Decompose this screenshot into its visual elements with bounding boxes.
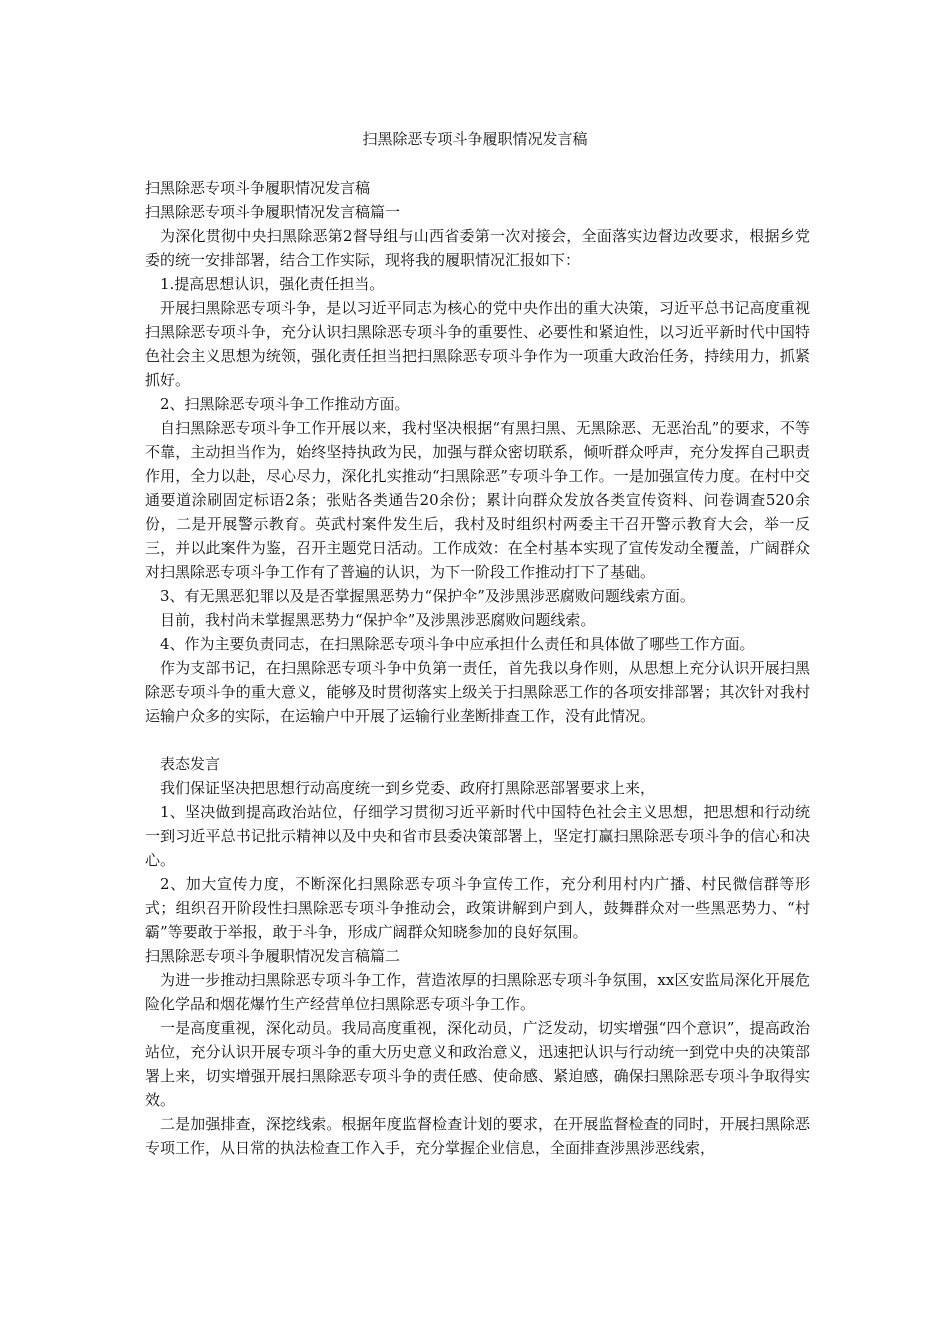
paragraph [145, 728, 810, 752]
paragraph: 1、坚决做到提高政治站位，仔细学习贯彻习近平新时代中国特色社会主义思想，把思想和行动统一到习近平总书记批示精神以及中央和省市县委决策部署上，坚定打赢扫黑除恶专项斗争的信心和决心。 [145, 803, 810, 869]
paragraph: 2、扫黑除恶专项斗争工作推动方面。 [160, 395, 410, 413]
paragraph: 为深化贯彻中央扫黑除恶第2督导组与山西省委第一次对接会，全面落实边督边改要求，根据乡党委的统一安排部署，结合工作实际，现将我的履职情况汇报如下： [145, 227, 810, 269]
paragraph: 目前，我村尚未掌握黑恶势力“保护伞”及涉黑涉恶腐败问题线索。 [160, 611, 596, 629]
paragraph: 我们保证坚决把思想行动高度统一到乡党委、政府打黑除恶部署要求上来， [160, 779, 656, 797]
paragraph: 自扫黑除恶专项斗争工作开展以来，我村坚决根据“有黑扫黑、无黑除恶、无恶治乱”的要求，不等不靠，主动担当作为，始终坚持执政为民，加强与群众密切联系，倾听群众呼声，充分发挥自己职责作用，全力以赴，尽心尽力，深化扎实推动“扫黑除恶”专项斗争工作。一是加强宣传力度。在村中交通要道涂刷固定标语2条；张贴各类通告20余份；累计向群众发放各类宣传资料、问卷调查520余份，二是开展警示教育。英武村案件发生后，我村及时组织村两委主干召开警示教育大会，举一反三，并以此案件为鉴，召开主题党日活动。工作成效：在全村基本实现了宣传发动全覆盖，广阔群众对扫黑除恶专项斗争工作有了普遍的认识，为下一阶段工作推动打下了基础。 [145, 419, 810, 581]
paragraph: 二是加强排查，深挖线索。根据年度监督检查计划的要求，在开展监督检查的同时，开展扫黑除恶专项工作，从日常的执法检查工作入手，充分掌握企业信息，全面排查涉黑涉恶线索， [145, 1115, 810, 1157]
document-body [145, 176, 810, 1160]
paragraph: 作为支部书记，在扫黑除恶专项斗争中负第一责任，首先我以身作则，从思想上充分认识开展扫黑除恶专项斗争的重大意义，能够及时贯彻落实上级关于扫黑除恶工作的各项安排部署；其次针对我村运输户众多的实际，在运输户中开展了运输行业垄断排查工作，没有此情况。 [145, 659, 810, 725]
paragraph: 一是高度重视，深化动员。我局高度重视，深化动员，广泛发动，切实增强“四个意识”，提高政治站位，充分认识开展专项斗争的重大历史意义和政治意义，迅速把认识与行动统一到党中央的决策部署上来，切实增强开展扫黑除恶专项斗争的责任感、使命感、紧迫感，确保扫黑除恶专项斗争取得实效。 [145, 1019, 810, 1109]
paragraph: 扫黑除恶专项斗争履职情况发言稿篇二 [145, 947, 401, 965]
paragraph: 1.提高思想认识，强化责任担当。 [160, 275, 385, 293]
paragraph: 3、有无黑恶犯罪以及是否掌握黑恶势力“保护伞”及涉黑涉恶腐败问题线索方面。 [160, 587, 695, 605]
paragraph: 开展扫黑除恶专项斗争，是以习近平同志为核心的党中央作出的重大决策，习近平总书记高度重视扫黑除恶专项斗争，充分认识扫黑除恶专项斗争的重要性、必要性和紧迫性，以习近平新时代中国特色社会主义思想为统领，强化责任担当把扫黑除恶专项斗争作为一项重大政治任务，持续用力，抓紧抓好。 [145, 299, 810, 389]
paragraph: 表态发言 [160, 755, 221, 773]
paragraph: 扫黑除恶专项斗争履职情况发言稿 [145, 179, 371, 197]
paragraph: 扫黑除恶专项斗争履职情况发言稿篇一 [145, 203, 401, 221]
paragraph: 2、加大宣传力度，不断深化扫黑除恶专项斗争宣传工作，充分利用村内广播、村民微信群等形式；组织召开阶段性扫黑除恶专项斗争推动会，政策讲解到户到人，鼓舞群众对一些黑恶势力、“村霸”等要敢于举报，敢于斗争，形成广阔群众知晓参加的良好氛围。 [145, 875, 810, 941]
paragraph: 为进一步推动扫黑除恶专项斗争工作，营造浓厚的扫黑除恶专项斗争氛围，xx区安监局深化开展危险化学品和烟花爆竹生产经营单位扫黑除恶专项斗争工作。 [145, 971, 810, 1013]
paragraph: 4、作为主要负责同志，在扫黑除恶专项斗争中应承担什么责任和具体做了哪些工作方面。 [160, 635, 755, 653]
document-title: 扫黑除恶专项斗争履职情况发言稿 [362, 130, 588, 148]
